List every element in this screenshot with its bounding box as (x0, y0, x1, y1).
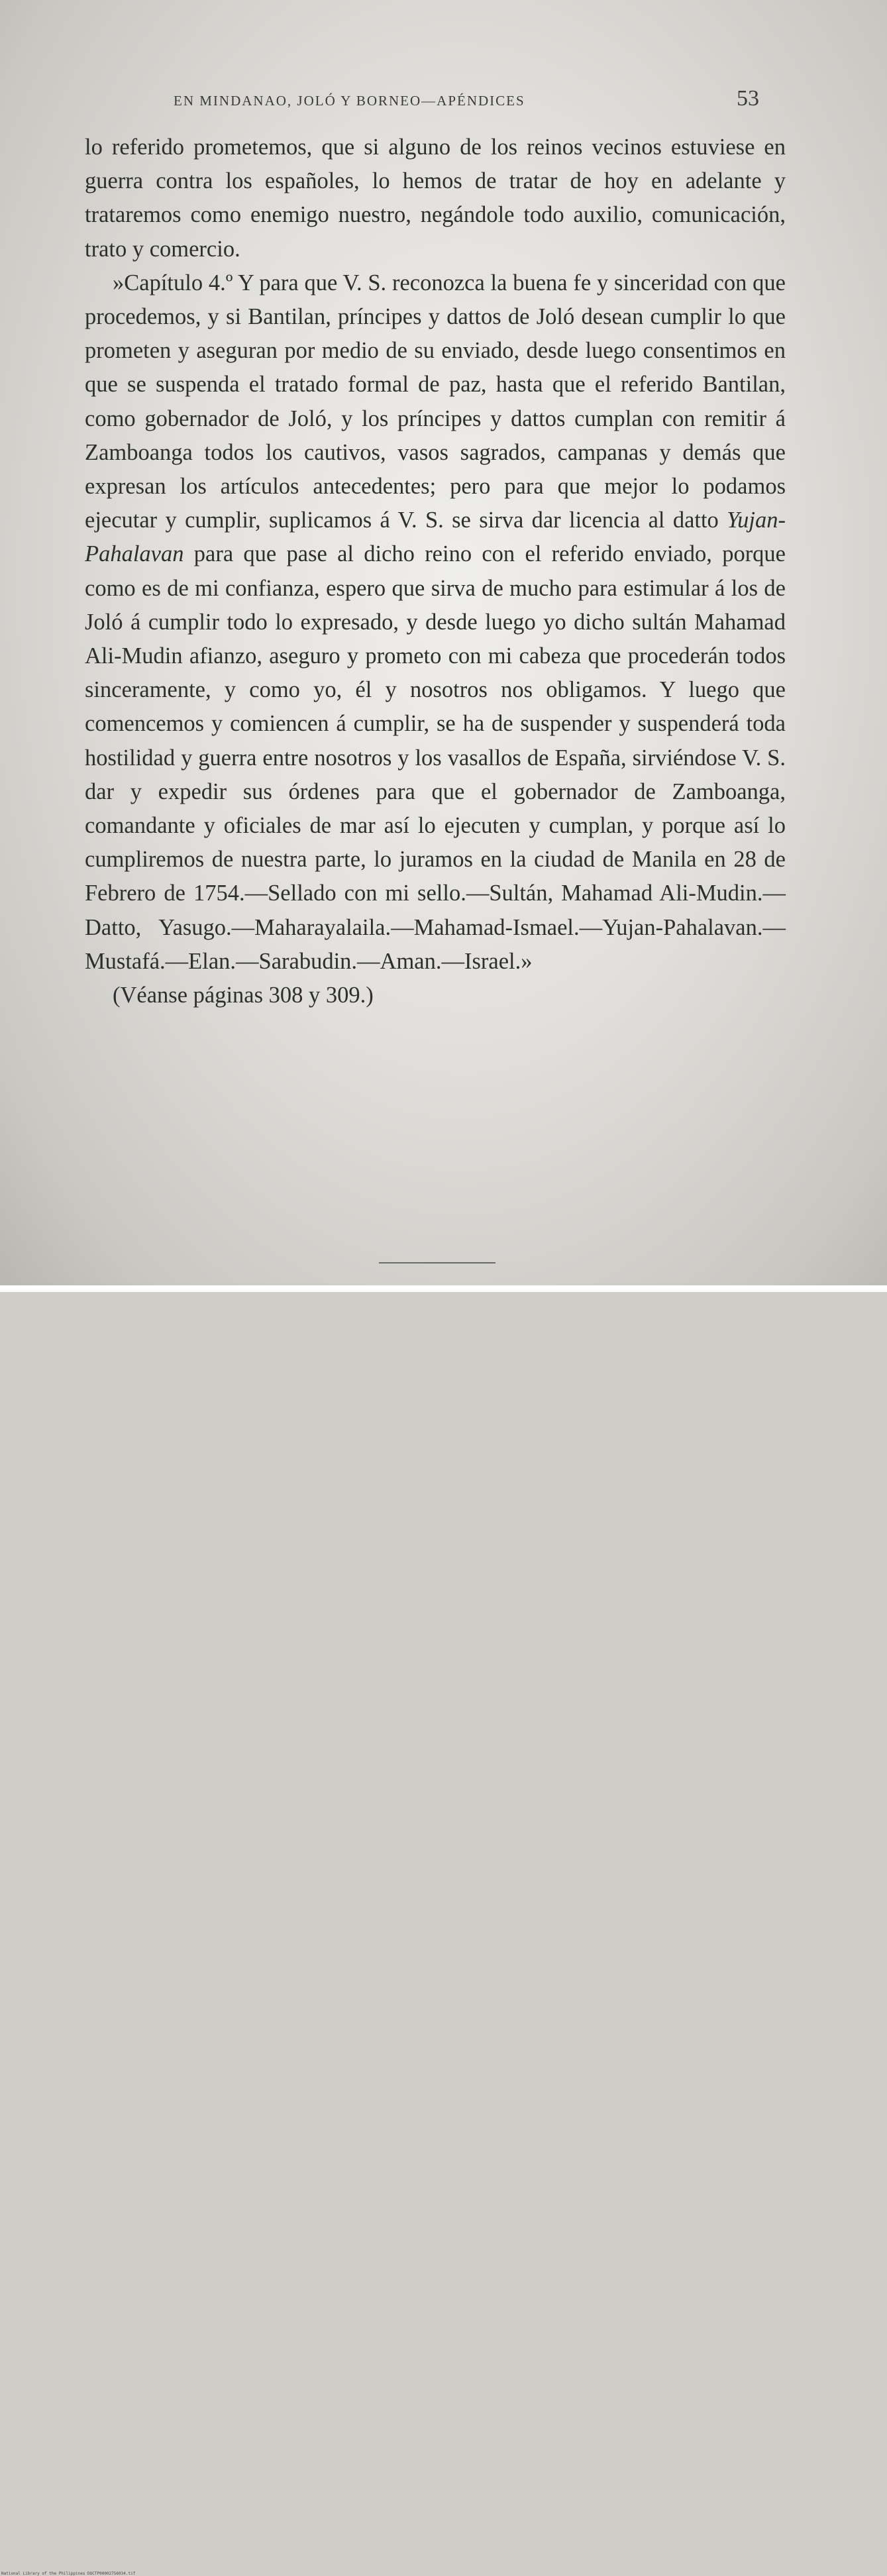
paragraph-capitulo-4 (85, 266, 786, 979)
scan-footer-text: National Library of the Philippines DOCTP00002756034.tif (1, 2571, 136, 2576)
paragraph-reference (85, 979, 786, 1012)
text-segment: para que pase al dicho reino con el referido enviado, porque como es de mi confianza, espero que sirva de mucho para estimular á los de Joló á cumplir todo lo expresado, y desde luego yo dicho sultán Mahamad Ali-Mudin afianzo, aseguro y prometo con mi cabeza que procederán todos sinceramente, y como yo, él y nosotros nos obligamos. Y luego que comencemos y comiencen á cumplir, se ha de suspender y suspenderá toda hostilidad y guerra entre nosotros y los vasallos de España, sirviéndose V. S. dar y expedir sus órdenes para que el gobernador de Zamboanga, comandante y oficiales de mar así lo ejecuten y cumplan, y porque así lo cumpliremos de nuestra parte, lo juramos en la ciudad de Manila en 28 de Febrero de 1754.—Sellado con mi sello.—Sultán, Mahamad Ali-Mudin.—Datto, Yasugo.—Maharayalaila.—Mahamad-Ismael.—Yujan-Pahalavan.—Mustafá.—Elan.—Sarabudin.—Aman.—Israel.» (85, 541, 786, 974)
scan-footer (0, 1285, 887, 2576)
paragraph-continuation (85, 131, 786, 266)
body-text (85, 131, 786, 1012)
text-segment: (Véanse páginas 308 y 309.) (113, 983, 374, 1008)
end-rule (379, 1262, 496, 1263)
text-segment: »Capítulo 4.º Y para que V. S. reconozca la buena fe y sinceridad con que procedemos, y si Bantilan, príncipes y dattos de Joló desean cumplir lo que prometen y aseguran por medio de su enviado, desde luego consentimos en que se suspenda el tratado formal de paz, hasta que el referido Bantilan, como gobernador de Joló, y los príncipes y dattos cumplan con remitir á Zamboanga todos los cautivos, vasos sagrados, campanas y demás que expresan los artículos antecedentes; pero para que mejor lo podamos ejecutar y cumplir, suplicamos á V. S. se sirva dar licencia al datto (85, 270, 786, 533)
text-segment: lo referido prometemos, que si alguno de los reinos vecinos estuviese en guerra contra los españoles, lo hemos de tratar de hoy en adelante y trataremos como enemigo nuestro, negándole todo auxilio, comunicación, trato y comercio. (85, 134, 786, 262)
running-head: EN MINDANAO, JOLÓ Y BORNEO—APÉNDICES (174, 93, 525, 109)
page-number: 53 (737, 86, 759, 111)
italic-name: Yujan-Pahalavan (85, 508, 786, 567)
